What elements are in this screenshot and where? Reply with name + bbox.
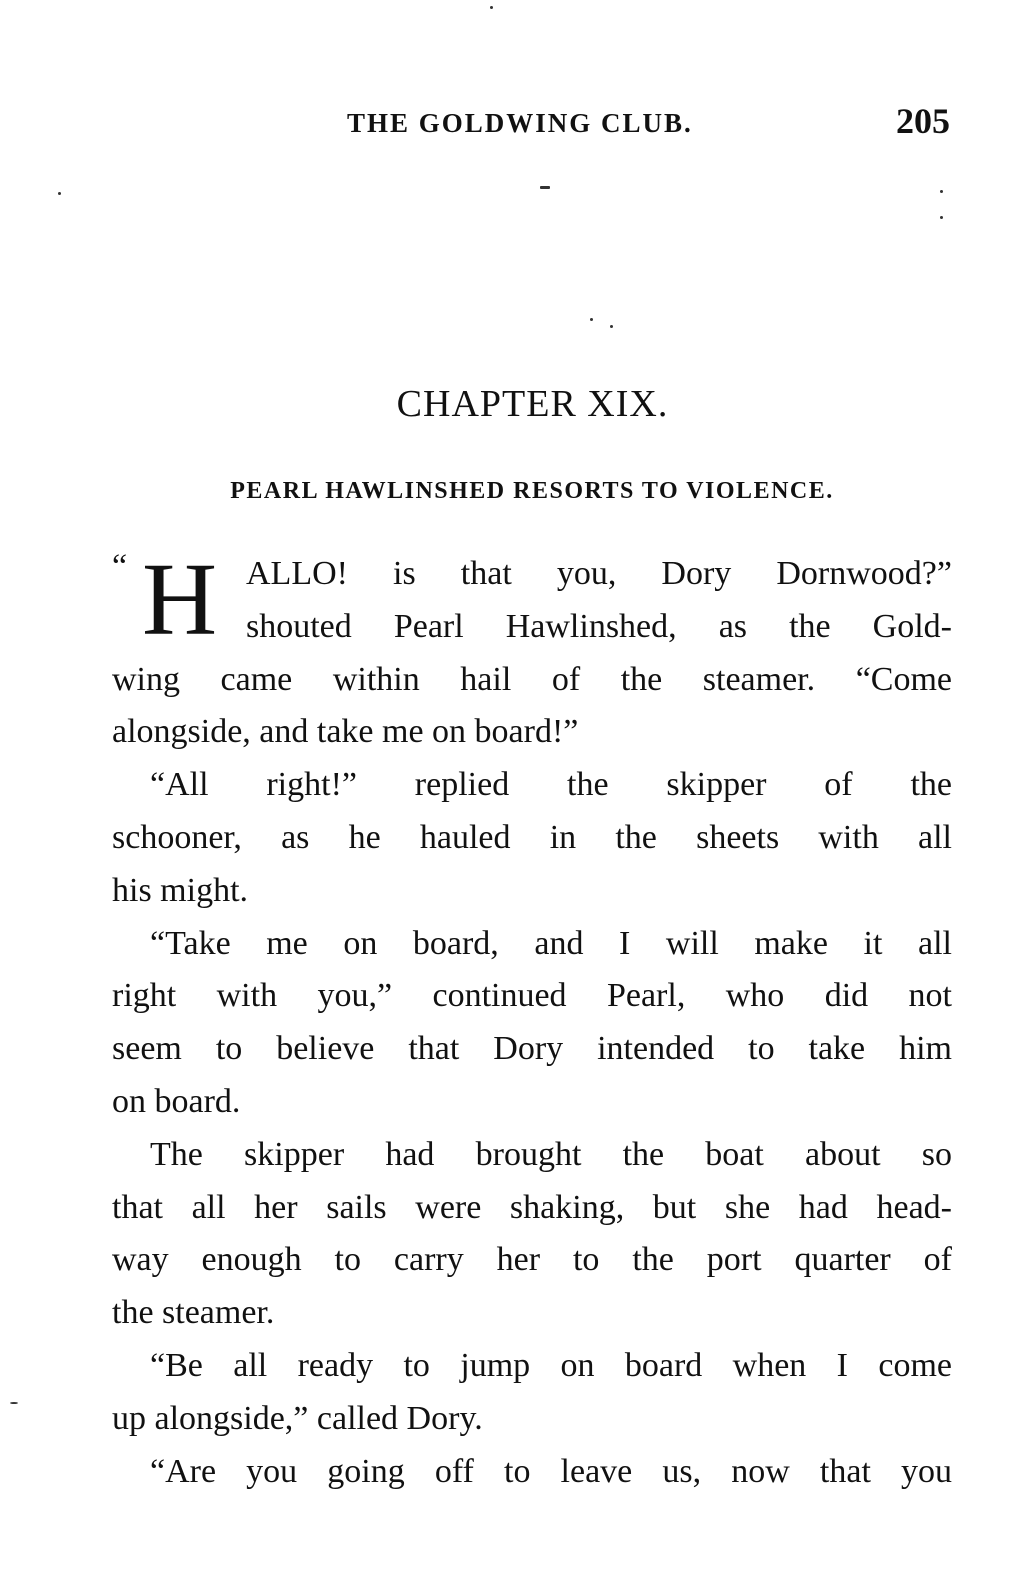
drop-cap-letter: H [142,542,218,657]
text-line: right with you,” continued Pearl, who did not [112,977,952,1015]
body-text [112,542,952,1498]
scan-speck [540,186,550,189]
text-line: that all her sails were shaking, but she had head- [112,1188,952,1226]
text-line: way enough to carry her to the port quarter of [112,1241,952,1279]
scan-speck [940,190,943,193]
scan-speck [940,216,943,219]
text-line: The skipper had brought the boat about so [150,1135,952,1173]
scan-speck [590,318,593,321]
chapter-subtitle: PEARL HAWLINSHED RESORTS TO VIOLENCE. [230,478,834,504]
text-line: schooner, as he hauled in the sheets with all [112,818,952,856]
text-line: “Take me on board, and I will make it all [150,924,952,962]
text-line: the steamer. [112,1294,275,1332]
scan-speck [10,1402,18,1404]
scan-speck [610,325,613,328]
dropcap-open-quote: “ [112,548,128,585]
running-title: THE GOLDWING CLUB. [347,108,693,138]
text-line: “Be all ready to jump on board when I come [150,1346,952,1384]
text-line: on board. [112,1082,241,1120]
chapter-title: CHAPTER XIX. [396,383,669,425]
scan-speck [58,192,61,195]
text-line: “Are you going off to leave us, now that you [150,1452,952,1490]
running-head [112,100,952,140]
text-line: ALLO! is that you, Dory Dornwood?” [246,555,952,592]
text-line: seem to believe that Dory intended to take him [112,1030,952,1068]
text-line: shouted Pearl Hawlinshed, as the Gold- [246,607,952,645]
scan-speck [490,6,493,9]
text-line: wing came within hail of the steamer. “Come [112,660,952,698]
text-line: his might. [112,871,249,909]
text-line: up alongside,” called Dory. [112,1399,483,1437]
text-line: “All right!” replied the skipper of the [150,766,952,804]
text-line: alongside, and take me on board!” [112,713,579,751]
page-number: 205 [896,101,950,141]
